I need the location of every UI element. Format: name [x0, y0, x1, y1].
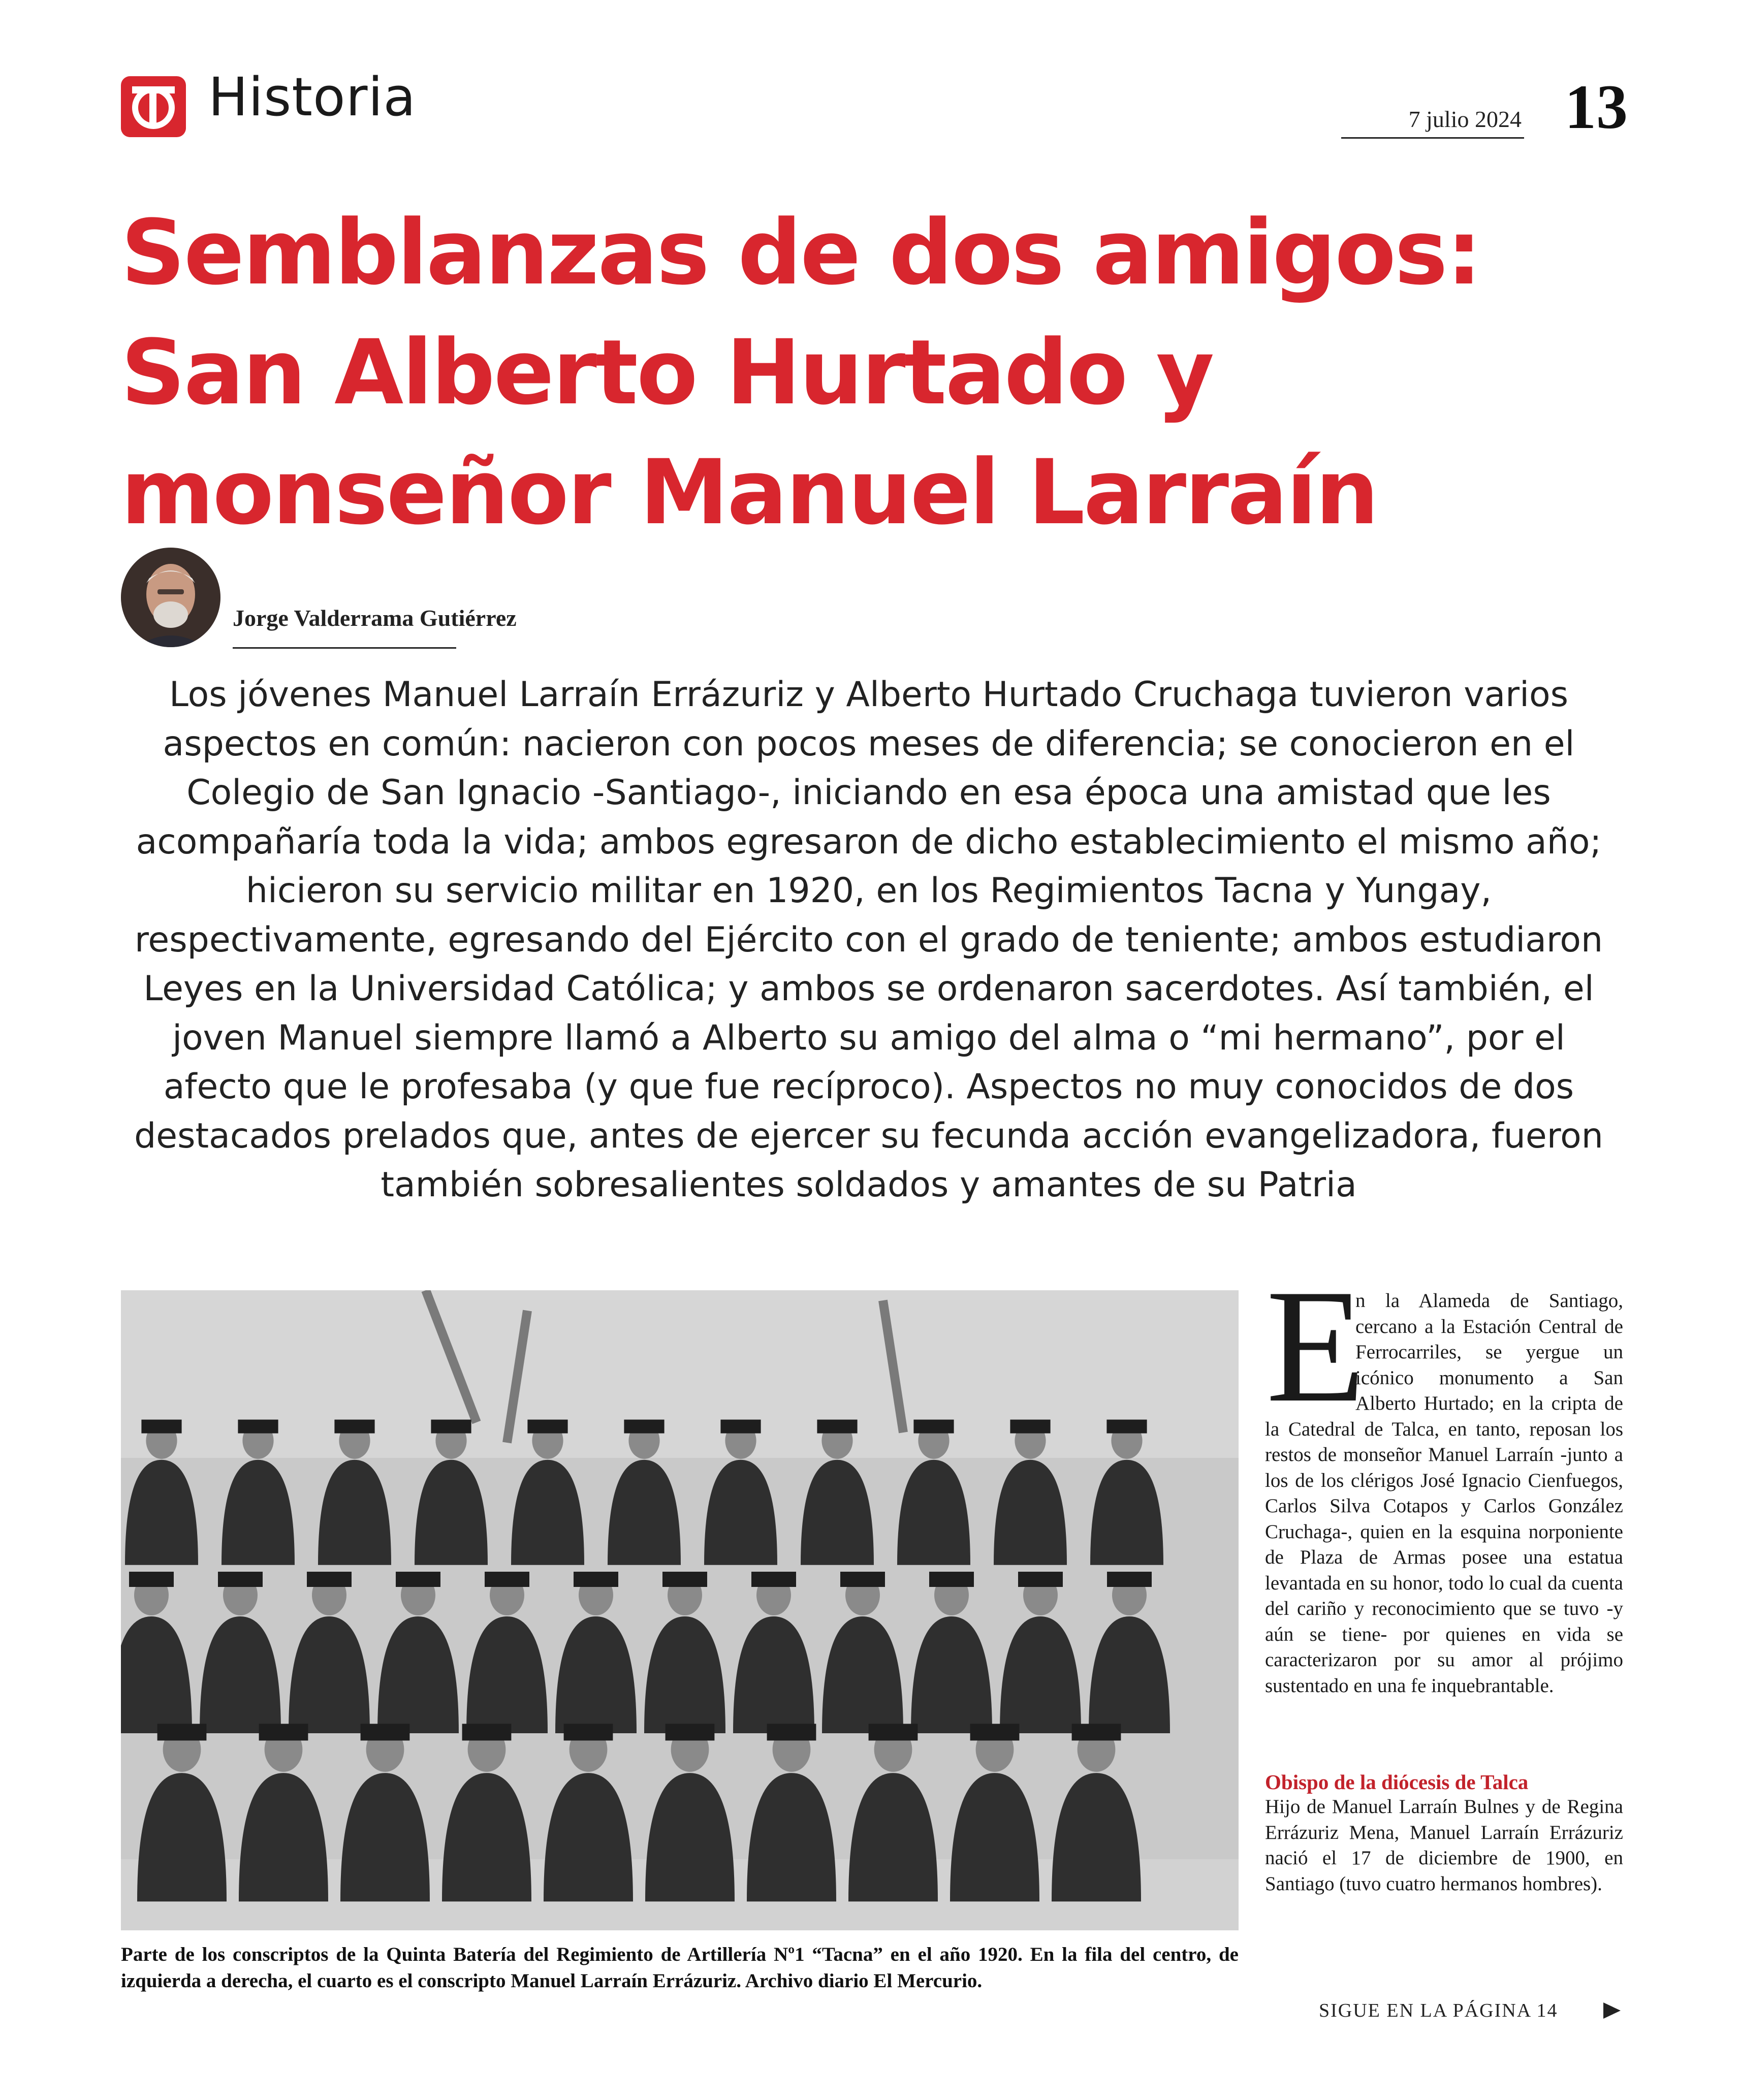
- headline: [121, 193, 1645, 553]
- author-avatar: [121, 548, 220, 647]
- section-title: Historia: [208, 66, 417, 128]
- issue-date: 7 julio 2024: [1408, 106, 1522, 132]
- author-name: Jorge Valderrama Gutiérrez: [233, 605, 517, 631]
- headline-line: Semblanzas de dos amigos:: [121, 201, 1481, 305]
- headline-line: monseñor Manuel Larraín: [121, 440, 1378, 545]
- lead-paragraph: Los jóvenes Manuel Larraín Errázuriz y Alberto Hurtado Cruchaga tuvieron varios aspectos en común: nacieron con pocos meses de diferencia; se conocieron en el Colegio de San Ignacio -Santiago-, iniciando en esa época una amistad que les acompañaría toda la vida; ambos egresaron de dicho establecimiento el mismo año; hicieron su servicio militar en 1920, en los Regimientos Tacna y Yungay, respectivamente, egresando del Ejército con el grado de teniente; ambos estudiaron Leyes en la Universidad Católica; y ambos se ordenaron sacerdotes. Así también, el joven Manuel siempre llamó a Alberto su amigo del alma o “mi hermano”, por el afecto que le profesaba (y que fue recíproco). Aspectos no muy conocidos de dos destacados prelados que, antes de ejercer su fecunda acción evangelizadora, fueron también sobresalientes soldados y amantes de su Patria: [134, 675, 1603, 1205]
- headline-line: San Alberto Hurtado y: [121, 321, 1213, 425]
- right-triangle-arrow-icon: [1603, 2002, 1621, 2019]
- article-paragraph: [1265, 1288, 1623, 1699]
- article-subhead: Obispo de la diócesis de Talca: [1265, 1770, 1529, 1794]
- brand-logo-icon: [121, 76, 186, 137]
- author-rule: [233, 647, 456, 649]
- continued-on-page-link[interactable]: SIGUE EN LA PÁGINA 14: [1319, 2000, 1558, 2021]
- historical-group-photo: [121, 1290, 1239, 1930]
- article-paragraph: Hijo de Manuel Larraín Bulnes y de Regina Errázuriz Mena, Manuel Larraín Errázuriz nació el 17 de diciembre de 1900, en Santiago (tuvo cuatro hermanos hombres).: [1265, 1796, 1623, 1895]
- date-rule: [1341, 137, 1524, 139]
- drop-cap: E: [1266, 1256, 1366, 1436]
- photo-caption: Parte de los conscriptos de la Quinta Batería del Regimiento de Artillería Nº1 “Tacna” en el año 1920. En la fila del centro, de izquierda a derecha, el cuarto es el conscripto Manuel Larraín Errázuriz. Archivo diario El Mercurio.: [121, 1944, 1239, 1992]
- article-paragraph-text: n la Alameda de Santiago, cercano a la Estación Central de Ferrocarriles, se yergue un icónico monumento a San Alberto Hurtado; en la cripta de la Catedral de Talca, en tanto, reposan los restos de monseñor Manuel Larraín -junto a los de los clérigos José Ignacio Cienfuegos, Carlos Silva Cotapos y Carlos González Cruchaga-, quien en la esquina norponiente de Plaza de Armas posee una estatua levantada en su honor, todo lo cual da cuenta del cariño y reconocimiento que se tuvo -y aún se tiene- por quienes en vida se caracterizaron por su amor al prójimo sustentado en una fe inquebrantable.: [1265, 1290, 1623, 1697]
- page-number: 13: [1565, 72, 1628, 142]
